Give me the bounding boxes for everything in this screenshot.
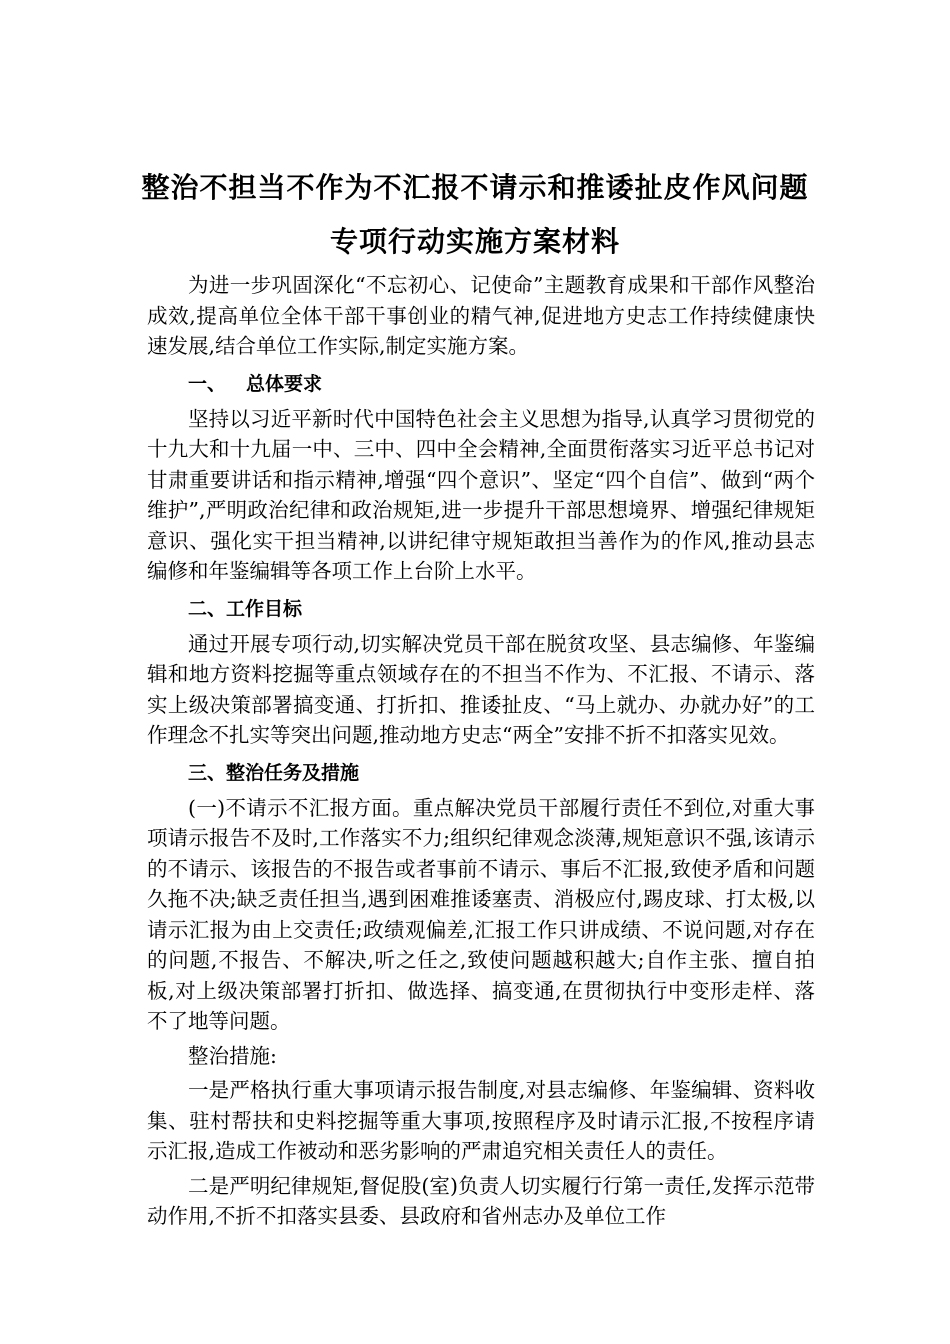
measure-2-paragraph: 二是严明纪律规矩,督促股(室)负责人切实履行行第一责任,发挥示范带动作用,不折不扣落实县委、县政府和省州志办及单位工作 bbox=[147, 1173, 815, 1228]
document-body bbox=[147, 270, 815, 1232]
section-3-heading: 三、整治任务及措施 bbox=[188, 761, 360, 784]
section-1-paragraph: 坚持以习近平新时代中国特色社会主义思想为指导,认真学习贯彻党的十九大和十九届一中、三中、四中全会精神,全面贯衔落实习近平总书记对甘肃重要讲话和指示精神,增强“四个意识”、坚定“四个自信”、做到“两个维护”,严明政治纪律和政治规矩,进一步提升干部思想境界、增强纪律规矩意识、强化实干担当精神,以讲纪律守规矩敢担当善作为的作风,推动县志编修和年鉴编辑等各项工作上台阶上水平。 bbox=[147, 406, 815, 583]
section-3-item-1-paragraph: (一)不请示不汇报方面。重点解决党员干部履行责任不到位,对重大事项请示报告不及时,工作落实不力;组织纪律观念淡薄,规矩意识不强,该请示的不请示、该报告的不报告或者事前不请示、事后不汇报,致使矛盾和问题久拖不决;缺乏责任担当,遇到困难推诿塞责、消极应付,踢皮球、打太极,以请示汇报为由上交责任;政绩观偏差,汇报工作只讲成绩、不说问题,对存在的问题,不报告、不解决,听之任之,致使问题越积越大;自作主张、擅自拍板,对上级决策部署打折扣、做选择、搞变通,在贯彻执行中变形走样、落不了地等问题。 bbox=[147, 795, 815, 1033]
section-2-paragraph: 通过开展专项行动,切实解决党员干部在脱贫攻坚、县志编修、年鉴编辑和地方资料挖掘等重点领域存在的不担当不作为、不汇报、不请示、落实上级决策部署搞变通、打折扣、推诿扯皮、“马上就办、办就办好”的工作理念不扎实等突出问题,推动地方史志“两全”安排不折不扣落实见效。 bbox=[147, 631, 815, 747]
document-title-line-2: 专项行动实施方案材料 bbox=[329, 225, 620, 258]
measures-label: 整治措施: bbox=[188, 1043, 277, 1068]
intro-paragraph: 为进一步巩固深化“不忘初心、记使命”主题教育成果和干部作风整治成效,提高单位全体干部干事创业的精气神,促进地方史志工作持续健康快速发展,结合单位工作实际,制定实施方案。 bbox=[147, 273, 815, 358]
section-2-heading: 二、工作目标 bbox=[188, 597, 303, 620]
document-title-line-1: 整治不担当不作为不汇报不请示和推诿扯皮作风问题 bbox=[141, 171, 809, 204]
measure-1-paragraph: 一是严格执行重大事项请示报告制度,对县志编修、年鉴编辑、资料收集、驻村帮扶和史料挖掘等重大事项,按照程序及时请示汇报,不按程序请示汇报,造成工作被动和恶劣影响的严肃追究相关责任人的责任。 bbox=[147, 1078, 815, 1163]
section-1-title: 总体要求 bbox=[246, 372, 323, 395]
section-1-heading bbox=[147, 362, 815, 404]
section-1-number: 一、 bbox=[188, 372, 227, 395]
